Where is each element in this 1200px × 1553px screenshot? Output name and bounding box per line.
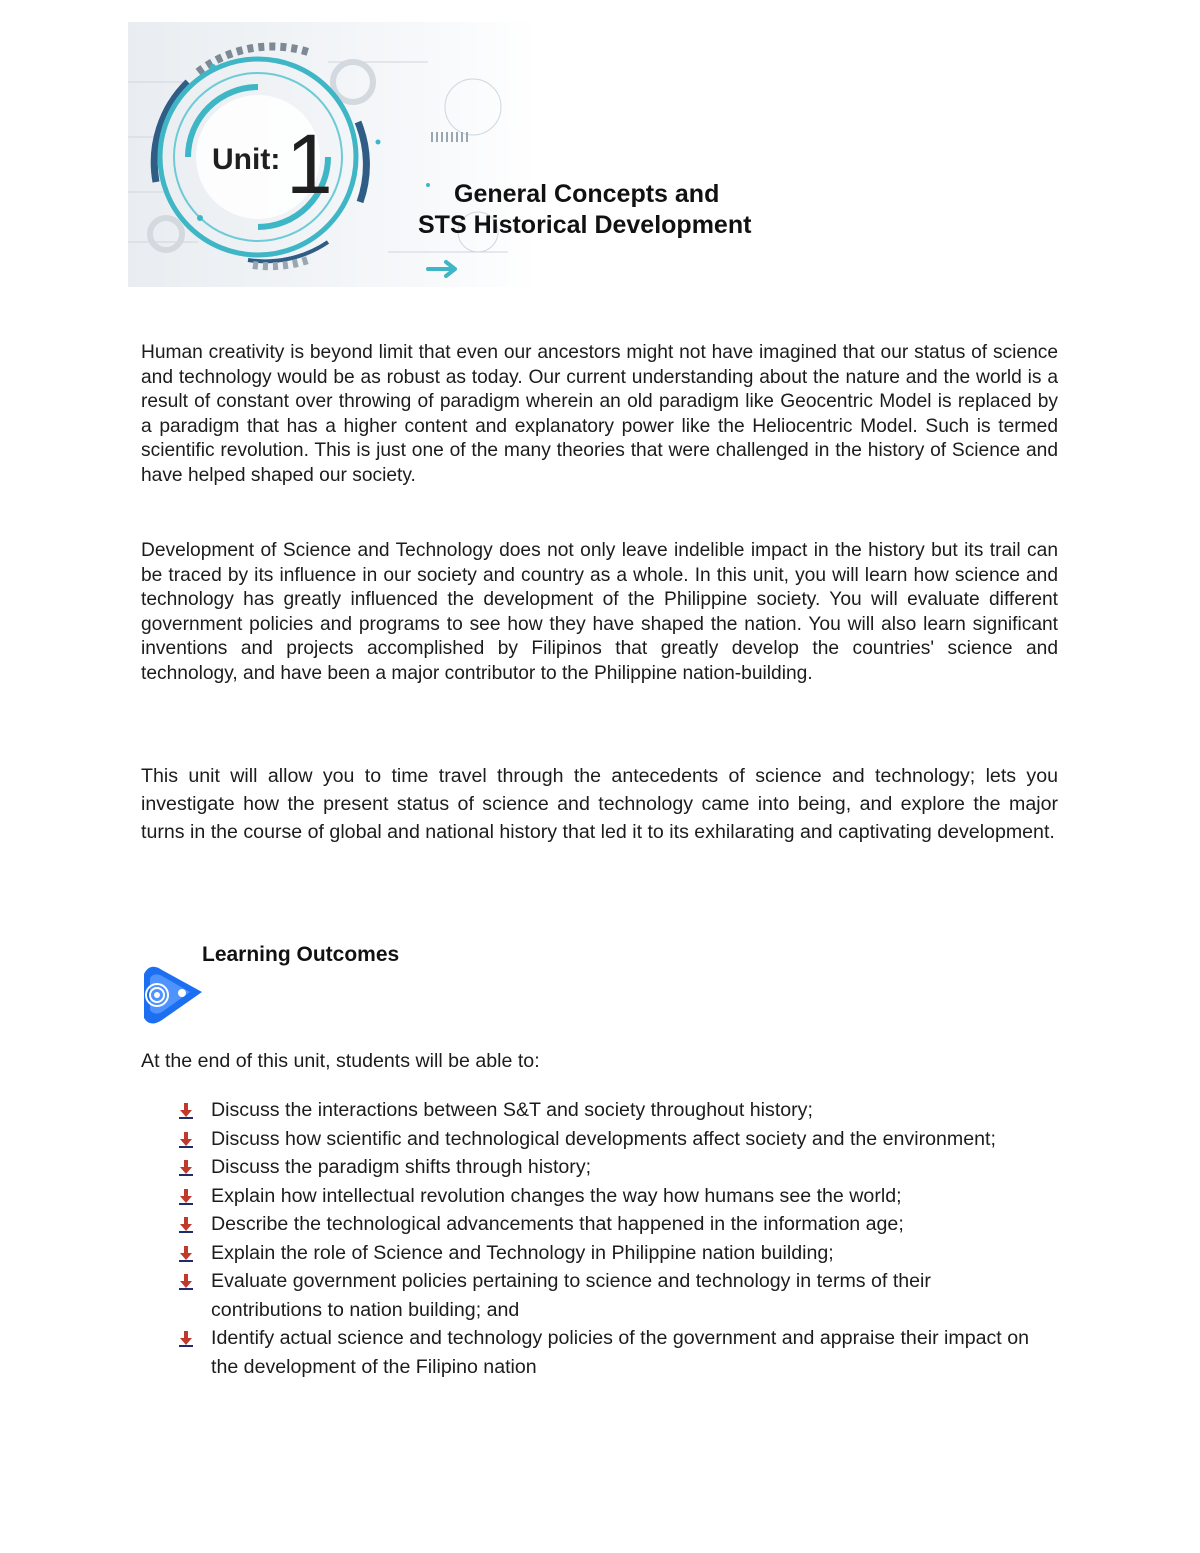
list-item [175, 1153, 1035, 1182]
list-item [175, 1096, 1035, 1125]
unit-label: Unit: [212, 143, 281, 176]
outcome-text: Identify actual science and technology policies of the government and appraise their impact on the development of the Filipino nation [211, 1327, 1029, 1378]
outcome-text: Describe the technological advancements that happened in the information age; [211, 1213, 904, 1235]
list-item [175, 1210, 1035, 1239]
down-arrow-bullet-icon [179, 1274, 193, 1290]
arrow-right-icon [426, 259, 462, 279]
intro-paragraph-1: Human creativity is beyond limit that even our ancestors might not have imagined that our status of science and technology would be as robust as today. Our current understanding about the nature and the world is a result of constant over throwing of paradigm wherein an old paradigm like Geocentric Model is replaced by a paradigm that has a higher content and explanatory power like the Heliocentric Model. Such is termed scientific revolution. This is just one of the many theories that were challenged in the history of Science and have helped shaped our society. [141, 342, 1058, 486]
tech-circle-graphic [128, 22, 538, 287]
outcomes-list [175, 1096, 1035, 1381]
unit-title-line-1: General Concepts and [454, 180, 720, 208]
learning-outcomes-heading: Learning Outcomes [202, 943, 400, 966]
outcome-text: Explain the role of Science and Technology in Philippine nation building; [211, 1241, 834, 1264]
outcome-text: Evaluate government policies pertaining to science and technology in terms of their contributions to nation building; and [211, 1270, 931, 1321]
down-arrow-bullet-icon [179, 1217, 193, 1233]
outcome-text: Explain how intellectual revolution changes the way how humans see the world; [211, 1184, 902, 1207]
list-item [175, 1125, 1035, 1154]
learning-outcomes-icon [140, 962, 204, 1030]
down-arrow-bullet-icon [179, 1132, 193, 1148]
down-arrow-bullet-icon [179, 1331, 193, 1347]
list-item [175, 1239, 1035, 1268]
list-item [175, 1182, 1035, 1211]
down-arrow-bullet-icon [179, 1189, 193, 1205]
down-arrow-bullet-icon [179, 1246, 193, 1262]
down-arrow-bullet-icon [179, 1103, 193, 1119]
intro-paragraph-2: Development of Science and Technology does not only leave indelible impact in the history but its trail can be traced by its influence in our society and country as a whole. In this unit, you will learn how science and technology has greatly influenced the development of the Philippine society. You will evaluate different government policies and programs to see how they have shaped the nation. You will also learn significant inventions and projects accomplished by Filipinos that greatly develop the countries' science and technology, and have been a major contributor to the Philippine nation-building. [141, 540, 1058, 684]
list-item [175, 1267, 1035, 1324]
outcome-text: Discuss the paradigm shifts through history; [211, 1156, 592, 1178]
unit-number: 1 [286, 117, 333, 211]
intro-paragraph-3: This unit will allow you to time travel through the antecedents of science and technology; lets you investigate how the present status of science and technology came into being, and explore the major turns in the course of global and national history that led it to its exhilarating and captivating development. [141, 765, 1058, 844]
list-item [175, 1324, 1035, 1381]
unit-title-line-2: STS Historical Development [418, 211, 752, 239]
down-arrow-bullet-icon [179, 1160, 193, 1176]
outcome-text: Discuss how scientific and technological developments affect society and the environment; [211, 1127, 996, 1150]
unit-banner [128, 22, 538, 287]
outcome-text: Discuss the interactions between S&T and society throughout history; [211, 1099, 813, 1121]
outcomes-intro: At the end of this unit, students will be able to: [141, 1050, 540, 1072]
